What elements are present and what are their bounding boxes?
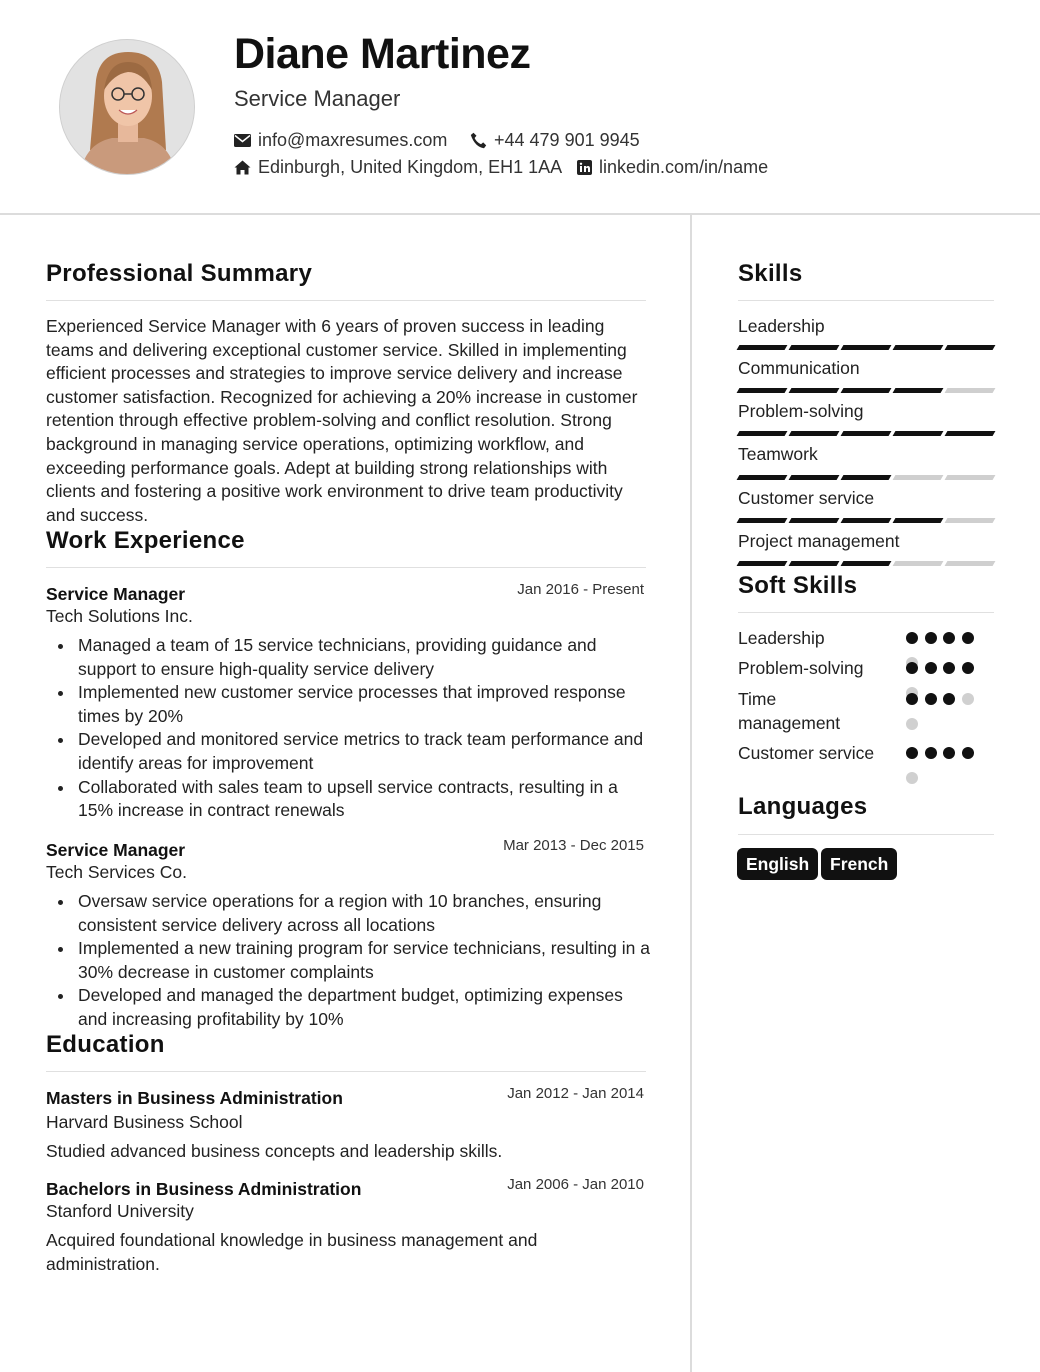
education-rule [46, 1071, 646, 1072]
skills-heading: Skills [738, 260, 803, 287]
job-dates: Mar 2013 - Dec 2015 [503, 837, 644, 854]
rating-dot-filled [906, 662, 918, 674]
soft-skills-rule [738, 612, 994, 613]
skill-segment-filled [789, 388, 840, 393]
resume-header [0, 0, 1040, 215]
degree-dates: Jan 2012 - Jan 2014 [507, 1085, 644, 1102]
rating-dot-filled [943, 747, 955, 759]
summary-text: Experienced Service Manager with 6 years of proven success in leading teams and delivering exceptional customer service. Skilled in implementing efficient processes and strategies to improve service delivery and increase customer satisfaction. Recognized for achieving a 20% increase in customer retention through effective problem-solving and conflict resolution. Strong background in managing service operations, optimizing workflow, and exceeding performance goals. Adept at building strong relationships with clients and fostering a positive work environment to drive team productivity and success. [46, 316, 638, 525]
summary-heading: Professional Summary [46, 260, 313, 287]
school-name: Harvard Business School [46, 1112, 243, 1132]
skill-segment-filled [841, 561, 892, 566]
list-item: Developed and monitored service metrics to track team performance and identify areas for improvement [78, 728, 650, 775]
skill-segment-empty [893, 475, 944, 480]
rating-dot-filled [925, 632, 937, 644]
list-item: Implemented a new training program for service technicians, resulting in a 30% decrease in customer complaints [78, 937, 650, 984]
rating-dot-filled [943, 662, 955, 674]
rating-dot-filled [962, 747, 974, 759]
rating-dot-filled [943, 693, 955, 705]
skill-segment-filled [737, 518, 788, 523]
soft-skill-name: Problem-solving [738, 658, 864, 678]
rating-dot-filled [906, 632, 918, 644]
skill-segment-filled [945, 431, 996, 436]
skill-segment-empty [945, 518, 996, 523]
skill-name: Project management [738, 531, 900, 551]
skill-segment-filled [893, 388, 944, 393]
skill-segment-filled [945, 345, 996, 350]
skills-rule [738, 300, 994, 301]
list-item: Implemented new customer service processes that improved response times by 20% [78, 681, 650, 728]
contact-phone[interactable] [470, 130, 640, 151]
rating-dot-empty [962, 693, 974, 705]
skill-name: Teamwork [738, 444, 818, 464]
skill-name: Problem-solving [738, 401, 864, 421]
skill-name: Leadership [738, 316, 825, 336]
list-item: Oversaw service operations for a region with 10 branches, ensuring consistent service delivery across all locations [78, 890, 650, 937]
experience-rule [46, 567, 646, 568]
skill-segment-filled [893, 518, 944, 523]
skill-segment-filled [789, 561, 840, 566]
linkedin-icon [577, 160, 592, 175]
rating-dot-filled [962, 662, 974, 674]
degree-dates: Jan 2006 - Jan 2010 [507, 1176, 644, 1193]
soft-skill-name: Leadership [738, 628, 825, 648]
contact-linkedin[interactable] [577, 157, 768, 178]
job-company: Tech Solutions Inc. [46, 606, 193, 626]
summary-rule [46, 300, 646, 301]
language-badge-french: French [821, 848, 897, 880]
skill-segment-filled [737, 345, 788, 350]
rating-dot-filled [943, 632, 955, 644]
address-text: Edinburgh, United Kingdom, EH1 1AA [258, 157, 563, 177]
skill-segment-filled [841, 518, 892, 523]
contact-address [234, 157, 562, 178]
phone-icon [470, 132, 487, 149]
languages-heading: Languages [738, 793, 868, 820]
skill-segment-filled [841, 431, 892, 436]
skill-level-bar [738, 431, 994, 436]
skill-segment-filled [841, 345, 892, 350]
skill-segment-empty [893, 561, 944, 566]
rating-dot-filled [962, 632, 974, 644]
skill-name: Communication [738, 358, 860, 378]
degree-title: Bachelors in Business Administration [46, 1179, 362, 1199]
education-heading: Education [46, 1031, 165, 1058]
home-icon [234, 160, 251, 175]
skill-segment-filled [737, 561, 788, 566]
skill-segment-filled [737, 475, 788, 480]
skill-segment-filled [789, 345, 840, 350]
skill-segment-filled [841, 388, 892, 393]
rating-dot-empty [906, 772, 918, 784]
skill-level-bar [738, 475, 994, 480]
contact-email[interactable] [234, 130, 447, 151]
skill-level-bar [738, 518, 994, 523]
degree-description: Studied advanced business concepts and leadership skills. [46, 1141, 503, 1161]
phone-text: +44 479 901 9945 [494, 130, 640, 150]
experience-heading: Work Experience [46, 527, 245, 554]
skill-segment-filled [841, 475, 892, 480]
skill-segment-filled [789, 518, 840, 523]
skill-segment-filled [789, 475, 840, 480]
skill-segment-filled [789, 431, 840, 436]
skill-name: Customer service [738, 488, 875, 508]
skill-segment-empty [945, 561, 996, 566]
skill-segment-filled [737, 431, 788, 436]
language-badge-english: English [737, 848, 818, 880]
rating-dot-empty [906, 718, 918, 730]
job-company: Tech Services Co. [46, 862, 188, 882]
degree-title: Masters in Business Administration [46, 1088, 343, 1108]
list-item: Collaborated with sales team to upsell service contracts, resulting in a 15% increase in contract renewals [78, 776, 650, 823]
column-divider [690, 215, 692, 1372]
languages-rule [738, 834, 994, 835]
job-dates: Jan 2016 - Present [517, 581, 644, 598]
school-name: Stanford University [46, 1201, 194, 1221]
skill-segment-empty [945, 475, 996, 480]
skill-level-bar [738, 345, 994, 350]
soft-skills-heading: Soft Skills [738, 572, 858, 599]
job-title: Service Manager [46, 584, 186, 604]
rating-dot-filled [925, 747, 937, 759]
job-bullets [78, 890, 650, 1032]
skill-segment-filled [893, 431, 944, 436]
profile-photo-illustration [60, 40, 195, 175]
candidate-title: Service Manager [234, 86, 401, 111]
profile-photo [59, 39, 195, 175]
list-item: Developed and managed the department budget, optimizing expenses and increasing profitability by 10% [78, 984, 650, 1031]
list-item: Managed a team of 15 service technicians, providing guidance and support to ensure high-quality service delivery [78, 634, 650, 681]
skill-segment-empty [945, 388, 996, 393]
skill-level-bar [738, 561, 994, 566]
soft-skill-name: Time management [738, 689, 841, 733]
rating-dot-filled [925, 693, 937, 705]
rating-dot-filled [925, 662, 937, 674]
email-text: info@maxresumes.com [258, 130, 448, 150]
linkedin-text: linkedin.com/in/name [599, 157, 769, 177]
job-bullets [78, 634, 650, 823]
envelope-icon [234, 134, 251, 147]
rating-dot-filled [906, 693, 918, 705]
degree-description: Acquired foundational knowledge in business management and administration. [46, 1230, 538, 1274]
rating-dot-filled [906, 747, 918, 759]
skill-segment-filled [737, 388, 788, 393]
candidate-name: Diane Martinez [234, 30, 531, 78]
job-title: Service Manager [46, 840, 186, 860]
skill-segment-filled [893, 345, 944, 350]
skill-level-bar [738, 388, 994, 393]
soft-skill-name: Customer service [738, 743, 875, 763]
